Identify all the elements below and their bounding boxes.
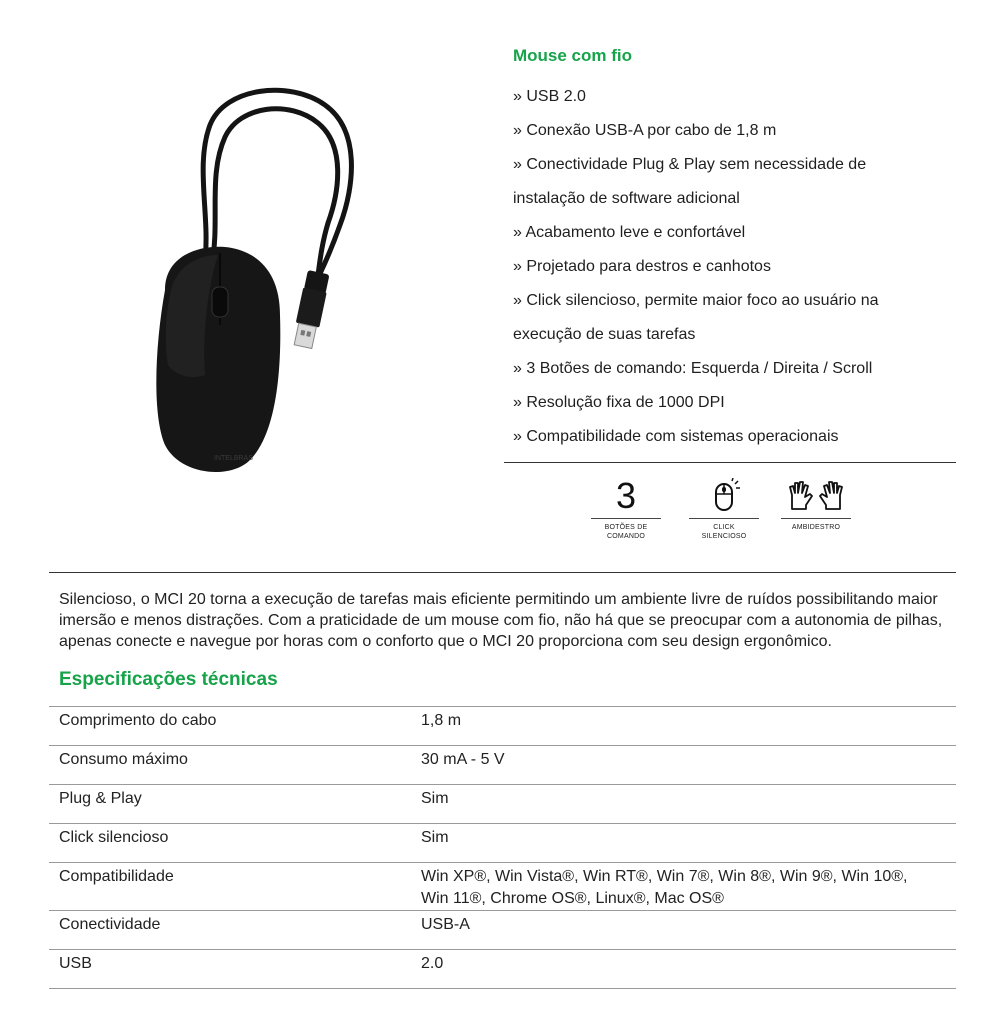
badge-buttons (585, 477, 667, 541)
spec-key: Click silencioso (49, 824, 421, 863)
feature-item: instalação de software adicional (513, 190, 740, 207)
divider (504, 462, 956, 463)
specs-title: Especificações técnicas (59, 669, 278, 690)
spec-key: Compatibilidade (49, 863, 421, 911)
table-row (49, 746, 956, 785)
spec-value: USB-A (421, 911, 956, 950)
table-row (49, 785, 956, 824)
spec-value: Win XP®, Win Vista®, Win RT®, Win 7®, Win 8®, Win 9®, Win 10®, Win 11®, Chrome OS®, Linux®, Mac OS® (421, 863, 956, 911)
product-description: Silencioso, o MCI 20 torna a execução de tarefas mais eficiente permitindo um ambiente livre de ruídos possibilitando maior imersão e menos distrações. Com a praticidade de um mouse com fio, não há que se preocupar com a autonomia de pilhas, apenas conecte e navegue por horas com o conforto que o MCI 20 proporciona com seu design ergonômico. (59, 591, 943, 650)
two-hands-icon (775, 477, 857, 515)
feature-item: » USB 2.0 (513, 88, 586, 105)
feature-heading: Mouse com fio (513, 46, 633, 65)
feature-item: » Conexão USB-A por cabo de 1,8 m (513, 122, 777, 139)
spec-value: Sim (421, 785, 956, 824)
feature-item: execução de suas tarefas (513, 326, 696, 343)
badge-underline (591, 518, 661, 519)
feature-list (513, 46, 953, 454)
feature-item: » 3 Botões de comando: Esquerda / Direita / Scroll (513, 360, 873, 377)
spec-value: 30 mA - 5 V (421, 746, 956, 785)
feature-item: » Click silencioso, permite maior foco ao usuário na (513, 292, 879, 309)
feature-items (513, 80, 953, 454)
table-row (49, 863, 956, 911)
badge-ambidextrous (775, 477, 857, 532)
feature-item: » Conectividade Plug & Play sem necessidade de (513, 156, 867, 173)
badge-silent-click (683, 477, 765, 541)
badge-caption: AMBIDESTRO (791, 524, 841, 531)
spec-key: Comprimento do cabo (49, 707, 421, 746)
mouse-click-icon (683, 477, 765, 515)
badge-caption: CLICK (713, 524, 735, 531)
badge-caption: BOTÕES DE (604, 524, 648, 531)
table-row (49, 707, 956, 746)
table-row (49, 911, 956, 950)
number-three-icon: 3 (615, 475, 637, 516)
feature-badges (585, 477, 860, 547)
spec-value: Sim (421, 824, 956, 863)
feature-item: » Projetado para destros e canhotos (513, 258, 771, 275)
badge-underline (781, 518, 851, 519)
specs-table (49, 706, 956, 989)
feature-item: » Resolução fixa de 1000 DPI (513, 394, 725, 411)
spec-key: Conectividade (49, 911, 421, 950)
spec-value: 1,8 m (421, 707, 956, 746)
table-row (49, 950, 956, 989)
section-divider (49, 572, 956, 573)
badge-caption: COMANDO (607, 533, 645, 540)
badge-underline (689, 518, 759, 519)
wired-mouse-image (140, 75, 380, 485)
svg-text:INTELBRAS: INTELBRAS (214, 455, 253, 462)
spec-key: Plug & Play (49, 785, 421, 824)
table-row (49, 824, 956, 863)
spec-value: 2.0 (421, 950, 956, 989)
feature-item: » Compatibilidade com sistemas operacionais (513, 428, 839, 445)
feature-item: » Acabamento leve e confortável (513, 224, 746, 241)
spec-key: USB (49, 950, 421, 989)
product-image (140, 75, 380, 485)
badge-caption: SILENCIOSO (701, 533, 747, 540)
spec-key: Consumo máximo (49, 746, 421, 785)
